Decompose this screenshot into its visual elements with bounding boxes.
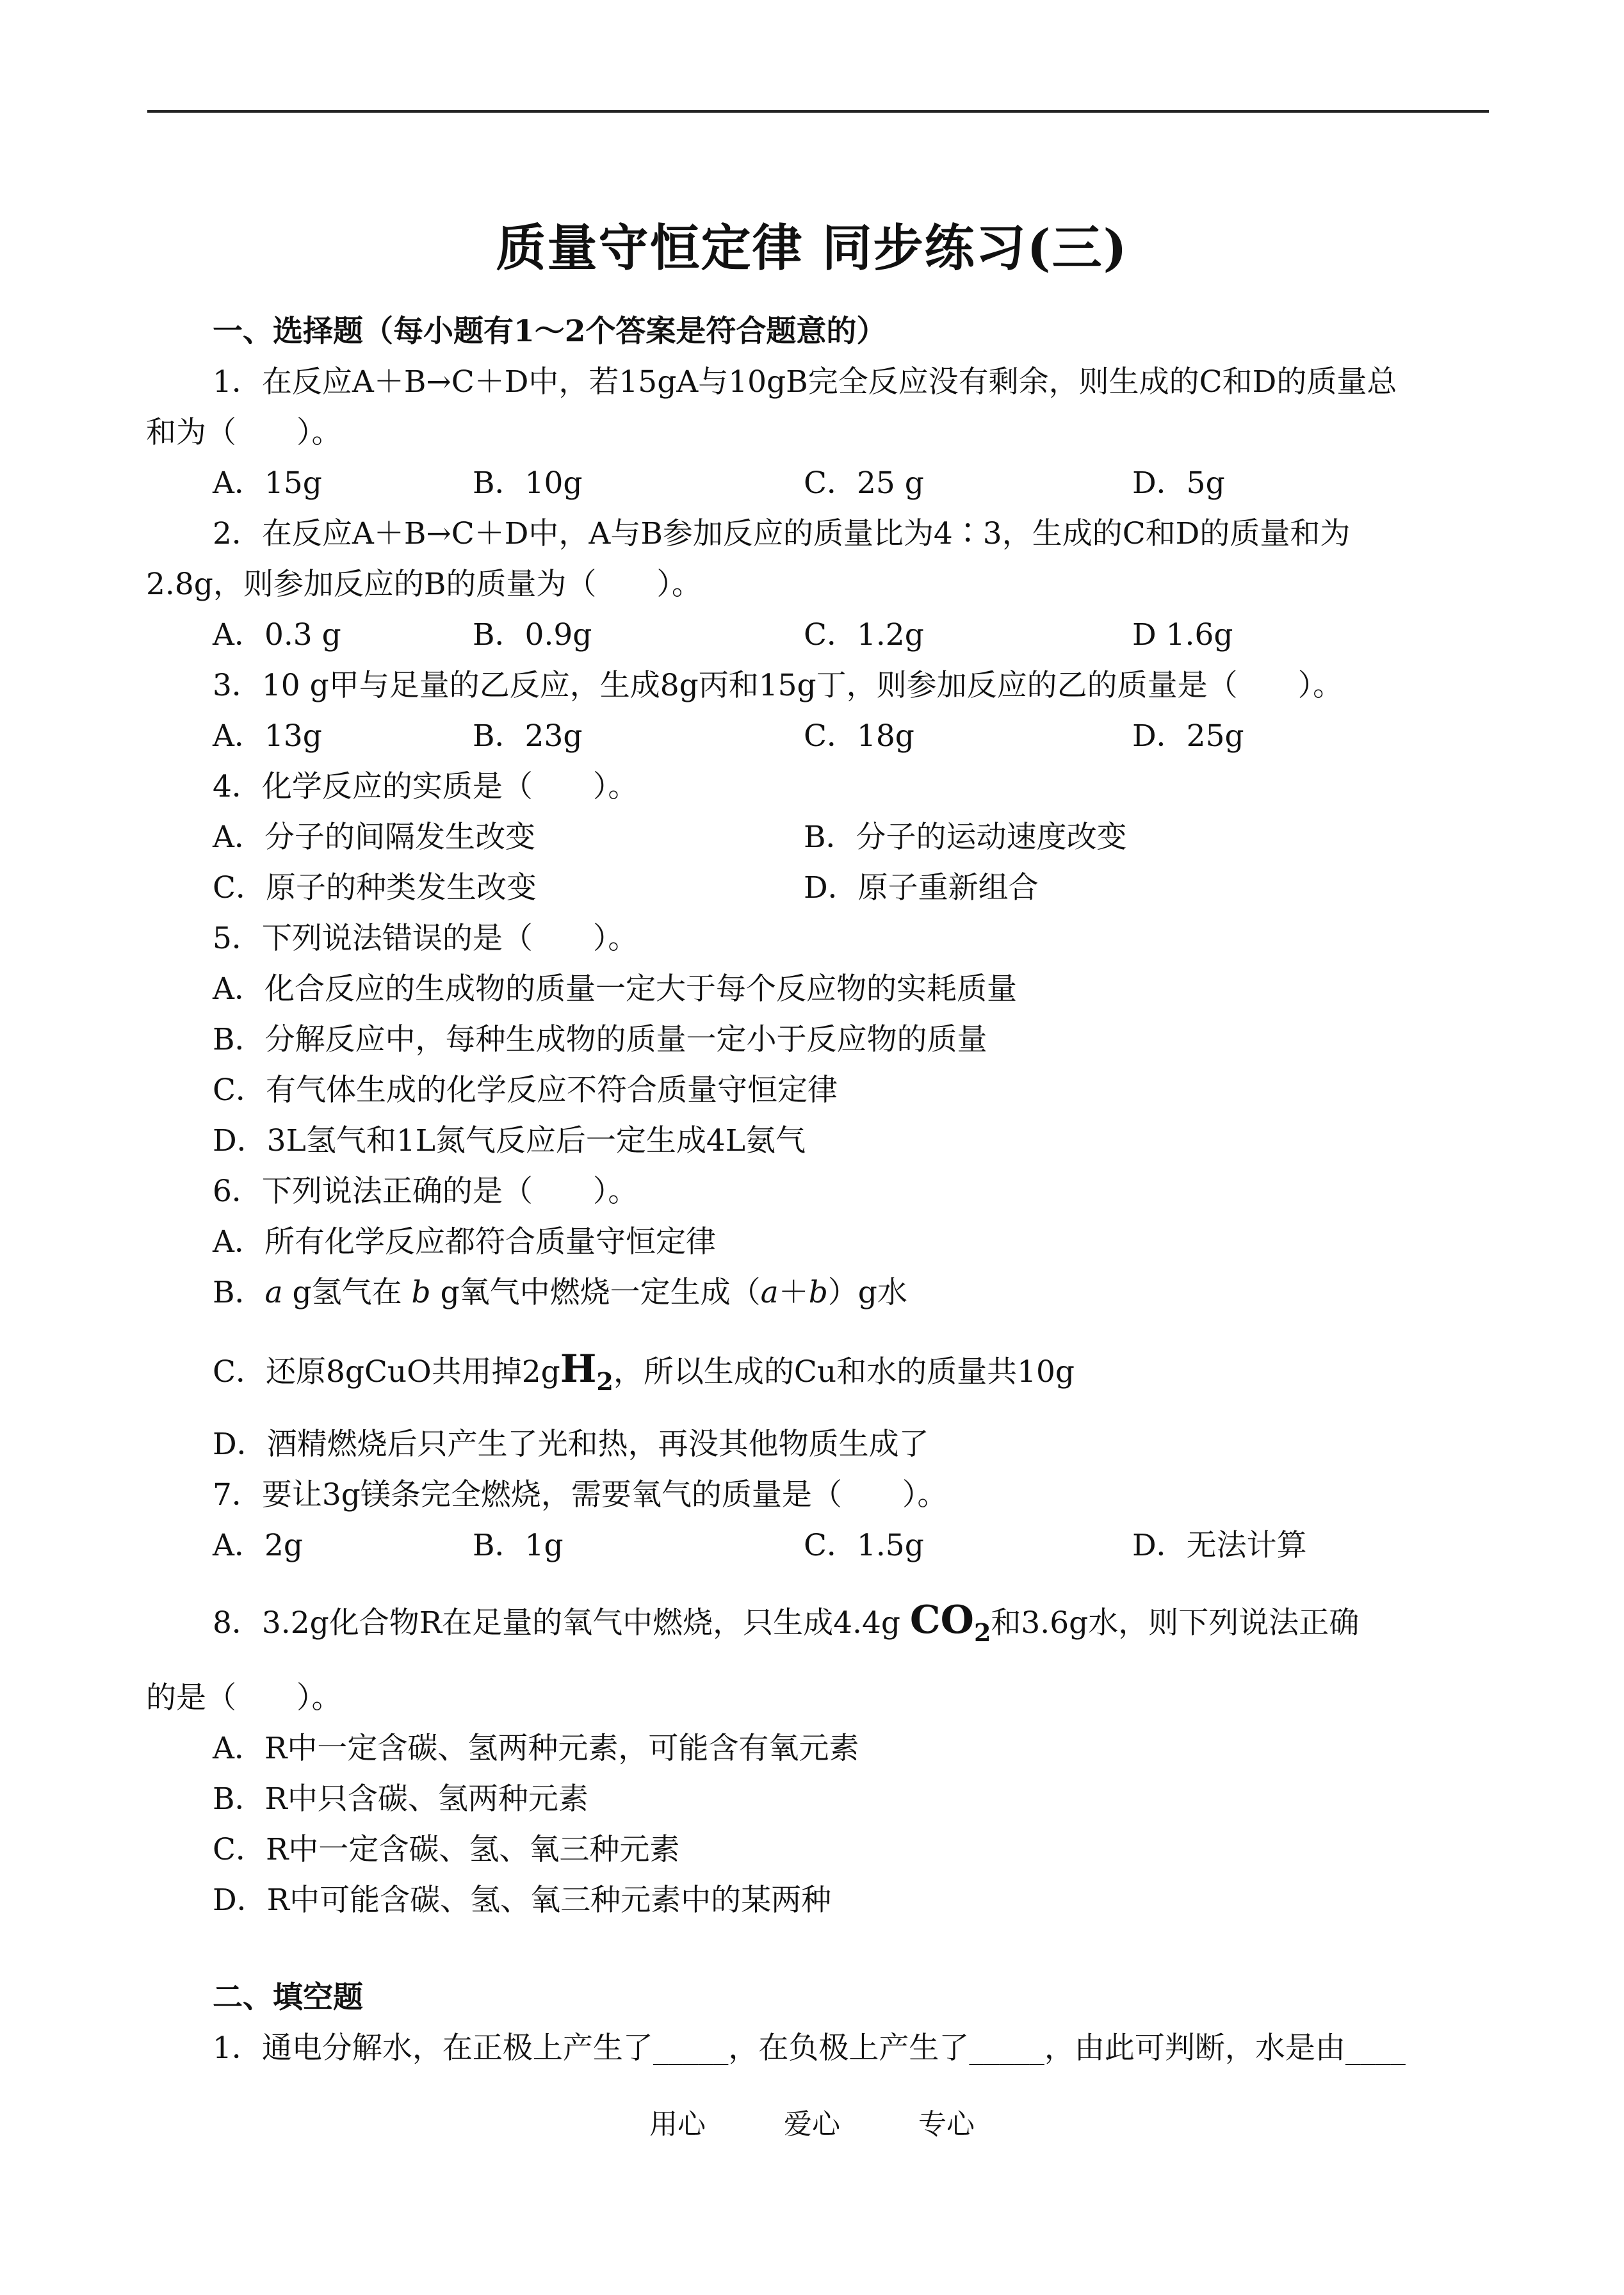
q6b-var-b: b (411, 1275, 431, 1310)
q8-option-b: B．R中只含碳、氢两种元素 (213, 1781, 589, 1817)
q1-option-c: C．25 g (804, 466, 924, 501)
q1-option-d: D．5g (1132, 466, 1225, 501)
h2-formula-subscript: 2 (596, 1367, 613, 1396)
question-3-text: 3．10 g甲与足量的乙反应，生成8g丙和15g丁，则参加反应的乙的质量是（ ）。 (213, 668, 1344, 703)
fill-question-1-text: 1．通电分解水，在正极上产生了_____，在负极上产生了_____，由此可判断，水是由____ (213, 2031, 1406, 2066)
q3-option-b: B．23g (473, 718, 583, 754)
q2-option-d: D 1.6g (1132, 617, 1233, 653)
q8-option-c: C．R中一定含碳、氢、氧三种元素 (213, 1832, 680, 1867)
question-8-text (213, 1594, 1359, 1658)
h2-formula (560, 1347, 613, 1396)
q7-option-b: B．1g (473, 1528, 564, 1563)
question-7-text: 7．要让3g镁条完全燃烧，需要氧气的质量是（ ）。 (213, 1477, 948, 1512)
q6b-part-1: B． (213, 1275, 265, 1310)
co2-formula-symbol: CO (909, 1598, 974, 1642)
q4-option-c: C．原子的种类发生改变 (213, 870, 537, 905)
q8-option-a: A．R中一定含碳、氢两种元素，可能含有氧元素 (213, 1731, 859, 1766)
q8-part-1: 8．3.2g化合物R在足量的氧气中燃烧，只生成4.4g (213, 1605, 910, 1641)
q1-option-b: B．10g (473, 466, 583, 501)
q4-option-a: A．分子的间隔发生改变 (213, 820, 535, 855)
q5-option-d: D．3L氢气和1L氮气反应后一定生成4L氨气 (213, 1123, 806, 1158)
q5-option-b: B．分解反应中，每种生成物的质量一定小于反应物的质量 (213, 1022, 987, 1057)
page-footer (0, 2107, 1624, 2143)
q6-option-a: A．所有化学反应都符合质量守恒定律 (213, 1224, 716, 1260)
question-5-text: 5．下列说法错误的是（ ）。 (213, 921, 638, 956)
question-4-text: 4．化学反应的实质是（ ）。 (213, 769, 638, 804)
footer-word-1: 用心 (649, 2108, 706, 2141)
q6b-var-b2: b (808, 1275, 828, 1310)
footer-word-2: 爱心 (784, 2108, 840, 2141)
q6b-var-a2: a (760, 1275, 779, 1310)
q6-option-c (213, 1343, 1075, 1407)
q7-option-d: D．无法计算 (1132, 1528, 1307, 1563)
q6b-part-3: g氧气中燃烧一定生成（ (430, 1275, 761, 1310)
q3-option-d: D．25g (1132, 718, 1244, 754)
q7-option-a: A．2g (213, 1528, 303, 1563)
question-1-text: 1．在反应A＋B→C＋D中，若15gA与10gB完全反应没有剩余，则生成的C和D的质量总 (213, 364, 1397, 400)
q6b-part-4: ＋ (778, 1275, 809, 1310)
q6-option-d: D．酒精燃烧后只产生了光和热，再没其他物质生成了 (213, 1427, 929, 1462)
q7-option-c: C．1.5g (804, 1528, 924, 1563)
h2-formula-symbol: H (560, 1347, 597, 1391)
page-title: 质量守恒定律 同步练习(三) (496, 219, 1128, 277)
q5-option-c: C．有气体生成的化学反应不符合质量守恒定律 (213, 1073, 838, 1108)
question-2-text: 2．在反应A＋B→C＋D中，A与B参加反应的质量比为4∶3，生成的C和D的质量和为 (213, 516, 1351, 551)
q3-option-c: C．18g (804, 718, 914, 754)
q2-option-c: C．1.2g (804, 617, 924, 653)
co2-formula (909, 1598, 991, 1647)
q6b-part-2: g氢气在 (282, 1275, 412, 1310)
q4-option-b: B．分子的运动速度改变 (804, 820, 1127, 855)
q5-option-a: A．化合反应的生成物的质量一定大于每个反应物的实耗质量 (213, 971, 1017, 1007)
q6-option-b (213, 1274, 907, 1312)
question-8-text-cont: 的是（ ）。 (146, 1680, 342, 1715)
q6c-part-1: C．还原8gCuO共用掉2g (213, 1354, 560, 1390)
question-1-text-cont: 和为（ ）。 (146, 415, 342, 450)
section-heading-choice: 一、选择题（每小题有1～2个答案是符合题意的） (213, 314, 887, 349)
q6b-var-a: a (264, 1275, 283, 1310)
q3-option-a: A．13g (213, 718, 322, 754)
q8-option-d: D．R中可能含碳、氢、氧三种元素中的某两种 (213, 1883, 832, 1918)
question-6-text: 6．下列说法正确的是（ ）。 (213, 1174, 638, 1209)
q6c-part-2: ，所以生成的Cu和水的质量共10g (613, 1354, 1075, 1390)
question-2-text-cont: 2.8g，则参加反应的B的质量为（ ）。 (146, 567, 702, 602)
q1-option-a: A．15g (213, 466, 322, 501)
q6b-part-5: ）g水 (827, 1275, 907, 1310)
q2-option-a: A．0.3 g (213, 617, 341, 653)
co2-formula-subscript: 2 (973, 1618, 991, 1647)
q2-option-b: B．0.9g (473, 617, 592, 653)
q8-part-2: 和3.6g水，则下列说法正确 (991, 1605, 1360, 1641)
q4-option-d: D．原子重新组合 (804, 870, 1039, 905)
section-heading-fill: 二、填空题 (213, 1980, 363, 2015)
header-rule (147, 110, 1489, 113)
footer-word-3: 专心 (918, 2108, 975, 2141)
